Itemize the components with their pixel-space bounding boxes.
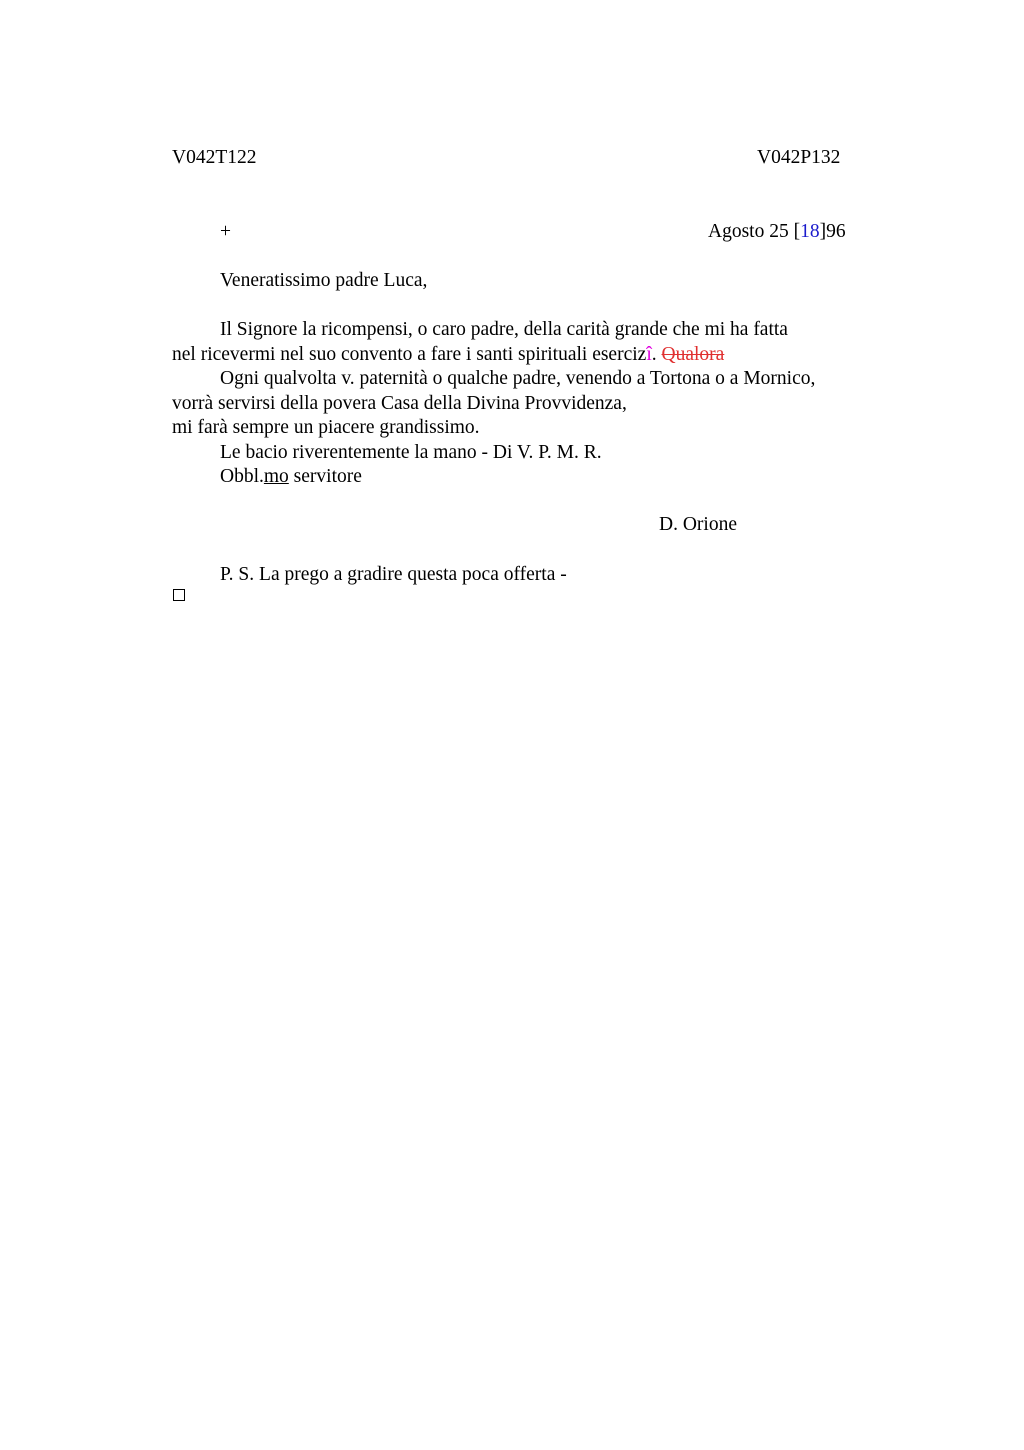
letter-date <box>708 220 846 244</box>
document-code-right: V042P132 <box>757 147 841 168</box>
body-line-6: Le bacio riverentemente la mano - Di V. P. M. R. <box>220 441 602 463</box>
closing-suffix: servitore <box>288 466 362 487</box>
body-line-4: vorrà servirsi della povera Casa della Divina Provvidenza, <box>172 392 627 414</box>
closing-superscript: mo <box>263 466 289 487</box>
letter-body <box>172 318 872 490</box>
body-line-2-period: . <box>651 343 662 365</box>
body-line-7 <box>172 465 872 490</box>
document-code-left: V042T122 <box>172 147 257 168</box>
signature: D. Orione <box>659 514 737 535</box>
body-line-2-text: nel ricevermi nel suo convento a fare i santi spirituali eserciz <box>172 343 647 365</box>
correction-mark: î <box>646 343 652 365</box>
postscript: P. S. La prego a gradire questa poca offerta - <box>220 564 567 585</box>
body-line-1: Il Signore la ricompensi, o caro padre, della carità grande che mi ha fatta <box>220 319 788 340</box>
date-prefix: Agosto 25 [ <box>708 221 801 242</box>
cross-mark: + <box>220 221 231 242</box>
salutation: Veneratissimo padre Luca, <box>220 270 428 291</box>
empty-square-icon <box>173 589 185 601</box>
date-suffix: ]96 <box>819 221 846 242</box>
body-line-2 <box>172 343 872 368</box>
closing-prefix: Obbl. <box>220 466 264 487</box>
deleted-word: Qualora <box>661 343 725 365</box>
body-line-5: mi farà sempre un piacere grandissimo. <box>172 417 480 438</box>
date-editorial-insertion: 18 <box>800 221 820 242</box>
body-line-3: Ogni qualvolta v. paternità o qualche padre, venendo a Tortona o a Mornico, <box>220 368 816 389</box>
